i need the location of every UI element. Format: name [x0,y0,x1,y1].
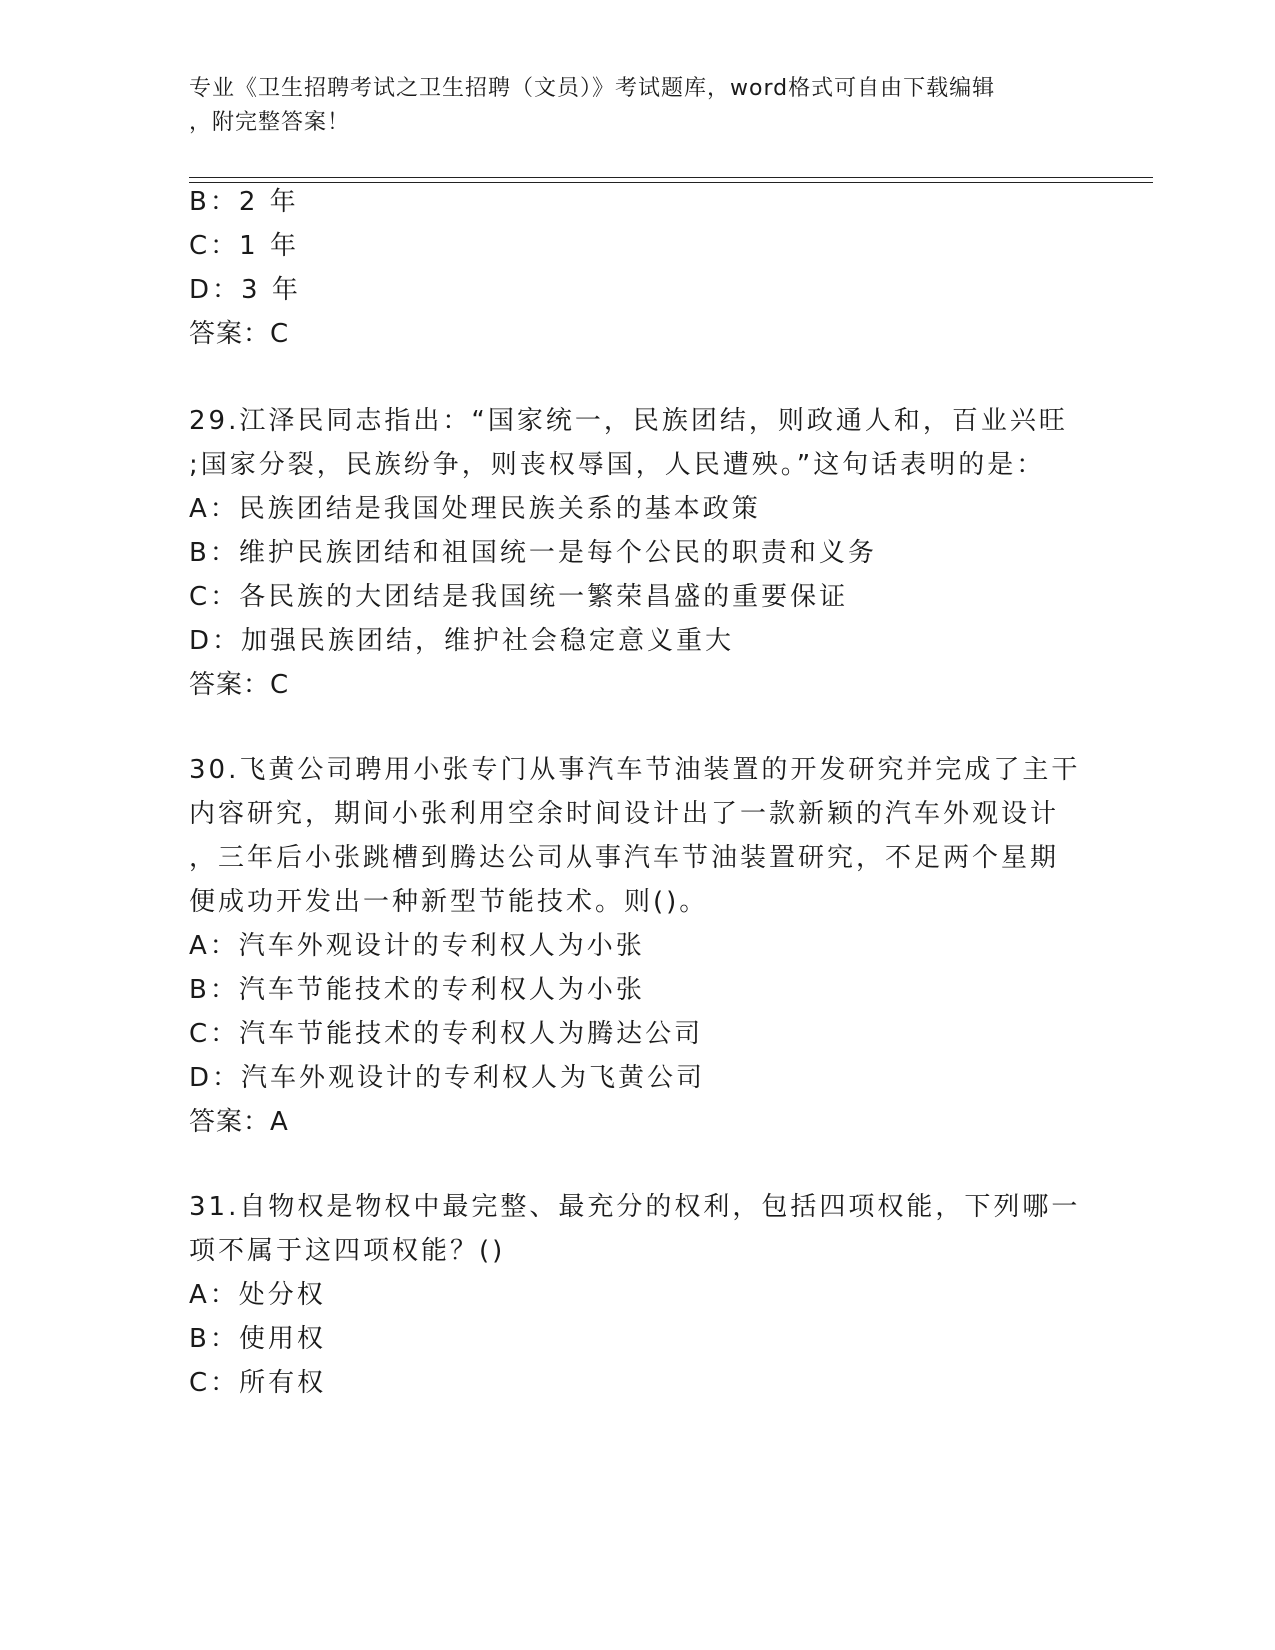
q28-option-b: B：2 年 [189,187,299,217]
q29-option-c: C：各民族的大团结是我国统一繁荣昌盛的重要保证 [189,582,849,612]
q29-option-d: D：加强民族团结，维护社会稳定意义重大 [189,626,735,656]
q29-option-a: A：民族团结是我国处理民族关系的基本政策 [189,494,761,524]
header-rule-bottom [189,182,1153,183]
q31-option-b: B：使用权 [189,1324,326,1354]
q31-option-c: C：所有权 [189,1368,327,1398]
q30-option-a: A：汽车外观设计的专利权人为小张 [189,931,645,961]
header-rule-top [189,177,1153,178]
q30-stem-line-3: ，三年后小张跳槽到腾达公司从事汽车节油装置研究，不足两个星期 [189,843,1060,873]
q29-stem-line-1: 29.江泽民同志指出：“国家统一，民族团结，则政通人和，百业兴旺 [189,406,1068,436]
q31-stem-line-1: 31.自物权是物权中最完整、最充分的权利，包括四项权能，下列哪一 [189,1192,1081,1222]
q30-stem-line-2: 内容研究，期间小张利用空余时间设计出了一款新颖的汽车外观设计 [189,799,1060,829]
q31-stem-line-2: 项不属于这四项权能？() [189,1236,506,1266]
document-header: 专业《卫生招聘考试之卫生招聘（文员）》考试题库，word格式可自由下载编辑 ，附完整答案！ [189,76,996,135]
q29-option-b: B：维护民族团结和祖国统一是每个公民的职责和义务 [189,538,877,568]
q30-option-b: B：汽车节能技术的专利权人为小张 [189,975,645,1005]
q30-option-d: D：汽车外观设计的专利权人为飞黄公司 [189,1063,706,1093]
q28-option-c: C：1 年 [189,231,299,261]
q30-stem-line-4: 便成功开发出一种新型节能技术。则()。 [189,887,709,917]
q29-stem-line-2: ;国家分裂，民族纷争，则丧权辱国，人民遭殃。”这句话表明的是： [189,450,1046,480]
q29-answer: 答案：C [189,670,290,700]
q28-option-d: D：3 年 [189,275,301,305]
q30-stem-line-1: 30.飞黄公司聘用小张专门从事汽车节油装置的开发研究并完成了主干 [189,755,1081,785]
q30-answer: 答案：A [189,1107,289,1137]
q28-answer: 答案：C [189,319,290,349]
q31-option-a: A：处分权 [189,1280,326,1310]
q30-option-c: C：汽车节能技术的专利权人为腾达公司 [189,1019,704,1049]
